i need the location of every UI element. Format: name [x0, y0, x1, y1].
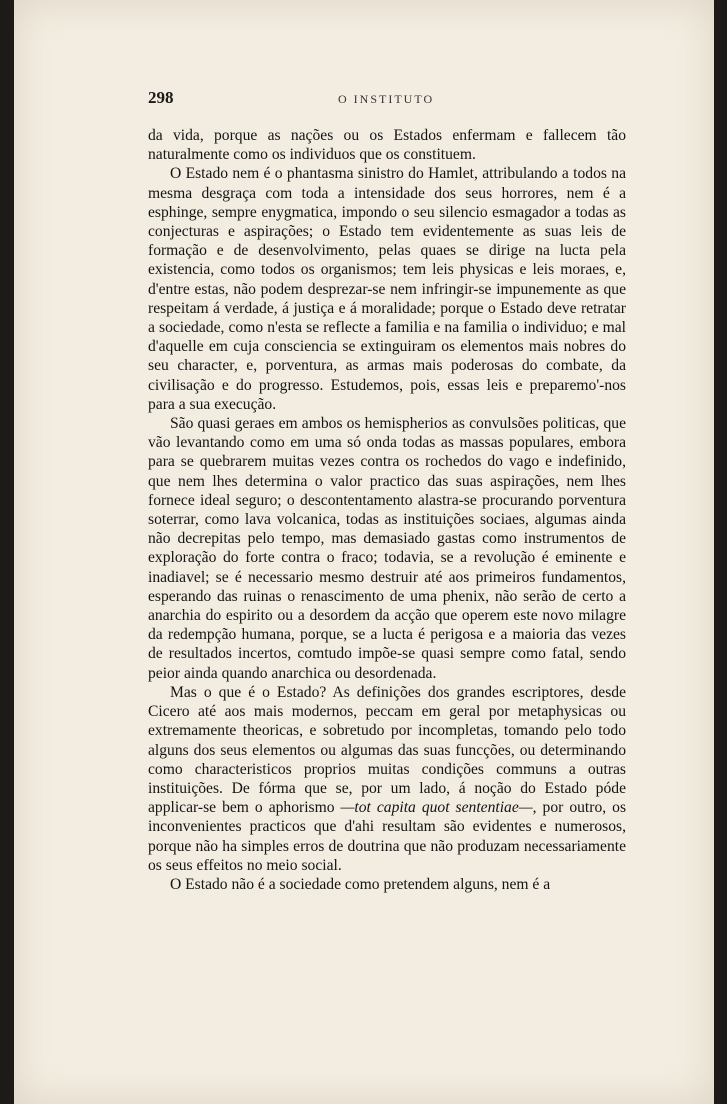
body-text — [148, 126, 626, 894]
paragraph-1: da vida, porque as nações ou os Estados enfermam e fallecem tão naturalmente como os individuos que os constituem. — [148, 127, 626, 164]
page-header — [148, 88, 628, 110]
paragraph-4-text-b: , por outro, os inconvenientes practicos que d'ahi resultam são evidentes e numerosos, porque não ha simples erros de doutrina que não produzam necessariamente os seus effeitos no meio social. — [148, 799, 627, 874]
paragraph-4-text-a: Mas o que é o Estado? As definições dos grandes escriptores, desde Cicero até aos mais modernos, peccam em geral por metaphysicas ou extremamente theoricas, e sobretudo por incompletas, tomando pelo todo alguns dos seus elementos ou algumas das suas funcções, ou determinando como characteristicos proprios muitas condições communs a outras instituições. De fórma que se, por um lado, á noção do Estado póde applicar-se bem o aphorismo — [148, 683, 626, 817]
paragraph-2: O Estado nem é o phantasma sinistro do Hamlet, attribulando a todos na mesma desgraça com toda a intensidade dos seus horrores, nem é a esphinge, sempre enygmatica, impondo o seu silencio esmagador a todas as conjecturas e aspirações; o Estado tem evidentemente as suas leis de formação e de desenvolvimento, pelas quaes se dirige na lucta pela existencia, como todos os organismos; tem leis physicas e leis moraes, e, d'entre estas, não podem desprezar-se nem infringir-se impunemente as que respeitam á verdade, á justiça e á moralidade; porque o Estado deve retratar a sociedade, como n'esta se reflecte a familia e na familia o individuo; e mal d'aquelle em cuja consciencia se extinguiram os elementos mais nobres do seu character, e, porventura, as armas mais poderosas do combate, da civilisação e do progresso. Estudemos, pois, essas leis e preparemo'-nos para a sua execução. — [148, 165, 626, 413]
paragraph-3: São quasi geraes em ambos os hemispherios as convulsões politicas, que vão levantando como em uma só onda todas as massas populares, embora para se quebrarem muitas vezes contra os rochedos do vago e indefinido, que nem lhes determina o valor practico das suas aspirações, nem lhes fornece ideal seguro; o descontentamento alastra-se procurando porventura soterrar, como lava volcanica, todas as instituições sociaes, algumas ainda não decrepitas pelo tempo, mas demasiado gastas como instrumentos de exploração do forte contra o fraco; todavia, se a revolução é eminente e inadiavel; se é necessario mesmo destruir até aos primeiros fundamentos, esperando das ruinas o renascimento de uma phenix, não serão de certo a anarchia do espirito ou a desordem da acção que operem este novo milagre da redempção humana, porque, se a lucta é perigosa e a maioria das vezes de resultados incertos, comtudo impõe-se quasi sempre como fatal, sendo peior ainda quando anarchica ou desordenada. — [148, 415, 626, 682]
scan-border-left — [0, 0, 14, 1104]
latin-aphorism: —tot capita quot sententiae— — [340, 799, 533, 817]
paragraph-5: O Estado não é a sociedade como pretendem alguns, nem é a — [170, 875, 551, 893]
paragraph-4 — [148, 683, 626, 875]
scan-border-right — [714, 0, 727, 1104]
running-title: O INSTITUTO — [338, 92, 435, 106]
page-number: 298 — [148, 88, 174, 107]
